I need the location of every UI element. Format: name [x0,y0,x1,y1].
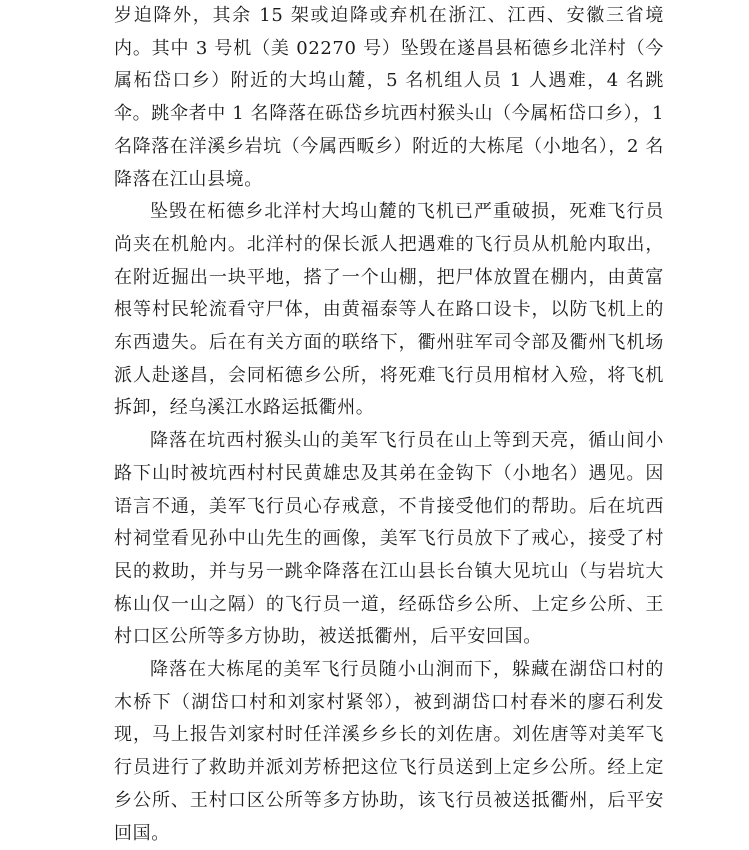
document-page [114,0,664,844]
paragraph-2: 坠毁在柘德乡北洋村大坞山麓的飞机已严重破损，死难飞行员尚夹在机舱内。北洋村的保长派人把遇难的飞行员从机舱内取出，在附近掘出一块平地，搭了一个山棚，把尸体放置在棚内，由黄富根等村民轮流看守尸体，由黄福泰等人在路口设卡，以防飞机上的东西遗失。后在有关方面的联络下，衢州驻军司令部及衢州飞机场派人赴遂昌，会同柘德乡公所，将死难飞行员用棺材入殓，将飞机拆卸，经乌溪江水路运抵衢州。 [114,201,664,419]
paragraph-3: 降落在坑西村猴头山的美军飞行员在山上等到天亮，循山间小路下山时被坑西村村民黄雄忠及其弟在金钩下（小地名）遇见。因语言不通，美军飞行员心存戒意，不肯接受他们的帮助。后在坑西村祠堂看见孙中山先生的画像，美军飞行员放下了戒心，接受了村民的救助，并与另一跳伞降落在江山县长台镇大见坑山（与岩坑大栋山仅一山之隔）的飞行员一道，经砾岱乡公所、上定乡公所、王村口区公所等多方协助，被送抵衢州，后平安回国。 [114,430,664,648]
paragraph-4: 降落在大栋尾的美军飞行员随小山涧而下，躲藏在湖岱口村的木桥下（湖岱口村和刘家村紧邻），被到湖岱口村春米的廖石利发现，马上报告刘家村时任洋溪乡乡长的刘佐唐。刘佐唐等对美军飞行员进行了救助并派刘芳桥把这位飞行员送到上定乡公所。经上定乡公所、王村口区公所等多方协助，该飞行员被送抵衢州，后平安回国。 [114,659,664,844]
paragraph-1: 岁迫降外，其余 15 架或迫降或弃机在浙江、江西、安徽三省境内。其中 3 号机（美 02270 号）坠毁在遂昌县柘德乡北洋村（今属柘岱口乡）附近的大坞山麓，5 名机组人员 1 人遇难，4 名跳伞。跳伞者中 1 名降落在砾岱乡坑西村猴头山（今属柘岱口乡），1 名降落在洋溪乡岩坑（今属西畈乡）附近的大栋尾（小地名），2 名降落在江山县境。 [114,5,664,190]
